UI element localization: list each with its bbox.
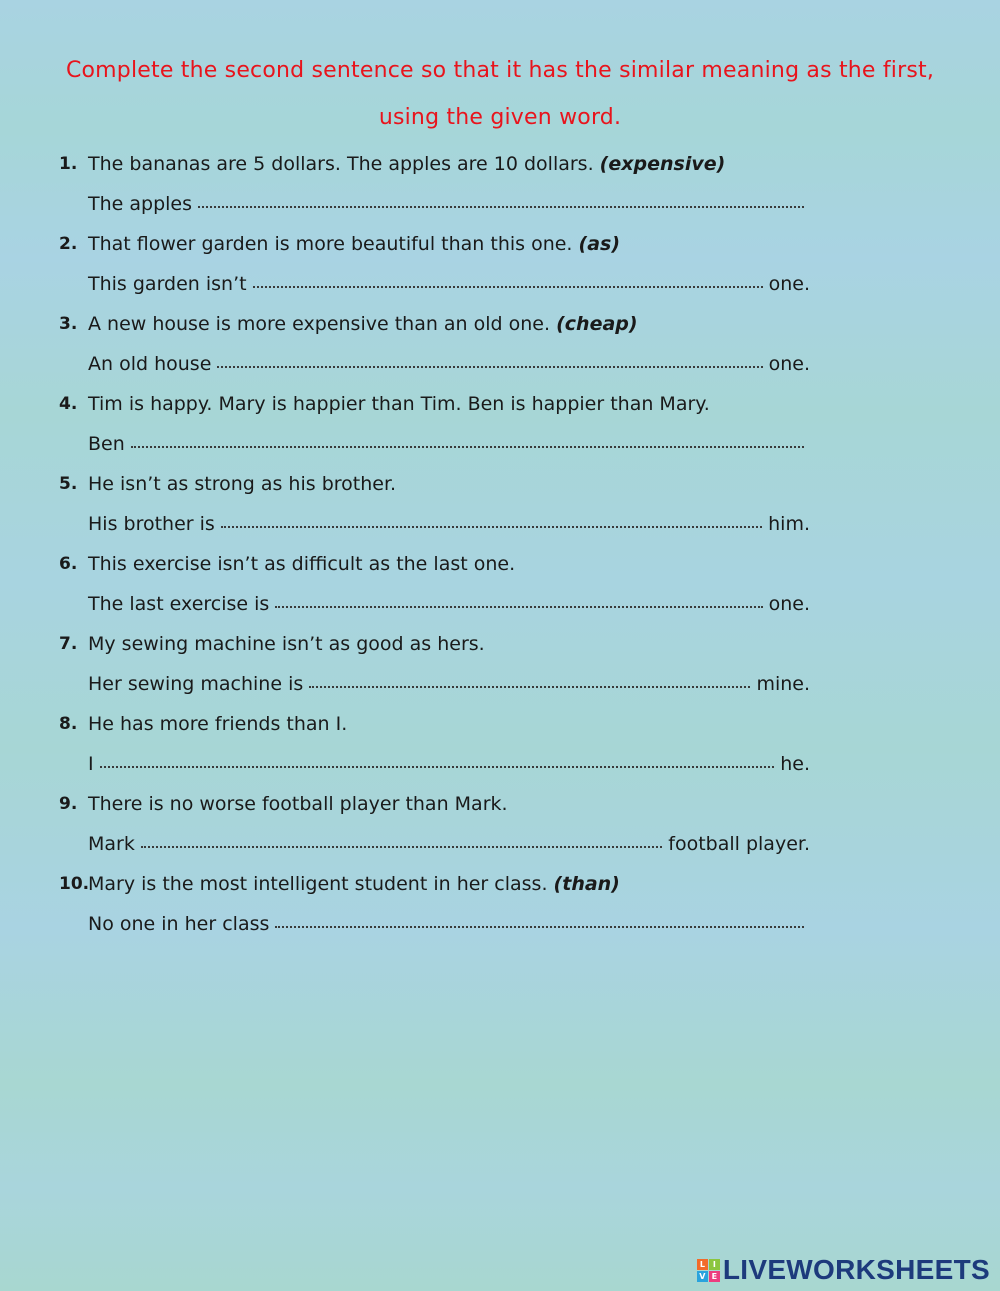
sentence-text: A new house is more expensive than an old one.: [88, 313, 551, 335]
logo-letter-i: I: [709, 1259, 720, 1270]
question-number: 6.: [59, 554, 78, 574]
original-sentence: [88, 552, 515, 576]
rewrite-start: His brother is: [88, 513, 215, 535]
original-sentence: [88, 232, 620, 256]
rewrite-start: An old house: [88, 353, 212, 375]
question-number: 3.: [59, 314, 78, 334]
sentence-text: That flower garden is more beautiful than this one.: [88, 233, 573, 255]
liveworksheets-logo: [697, 1254, 990, 1286]
rewrite-line: [88, 672, 810, 696]
answer-blank[interactable]: [141, 836, 662, 848]
question-number: 1.: [59, 154, 78, 174]
rewrite-start: The last exercise is: [88, 593, 270, 615]
rewrite-start: Her sewing machine is: [88, 673, 304, 695]
original-sentence: [88, 152, 725, 176]
question-number: 7.: [59, 634, 78, 654]
given-word-hint: (than): [553, 873, 620, 895]
sentence-text: He has more friends than I.: [88, 713, 348, 735]
rewrite-line: [88, 592, 810, 616]
answer-blank[interactable]: [217, 356, 762, 368]
answer-blank[interactable]: [309, 676, 750, 688]
sentence-text: Mary is the most intelligent student in her class.: [88, 873, 548, 895]
rewrite-line: [88, 912, 810, 936]
instruction-line-2: using the given word.: [378, 105, 622, 130]
question-number: 10.: [59, 874, 90, 894]
rewrite-line: [88, 272, 810, 296]
rewrite-end: him.: [768, 513, 810, 535]
rewrite-start: The apples: [88, 193, 193, 215]
question-number: 5.: [59, 474, 78, 494]
rewrite-start: I: [88, 753, 94, 775]
rewrite-end: one.: [768, 593, 810, 615]
rewrite-line: [88, 832, 810, 856]
rewrite-start: This garden isn’t: [88, 273, 247, 295]
sentence-text: This exercise isn’t as difficult as the last one.: [88, 553, 516, 575]
rewrite-line: [88, 512, 810, 536]
rewrite-start: Mark: [88, 833, 135, 855]
instruction-line-1: Complete the second sentence so that it has the similar meaning as the first,: [65, 58, 935, 83]
answer-blank[interactable]: [275, 596, 762, 608]
answer-blank[interactable]: [221, 516, 762, 528]
logo-letter-e: E: [709, 1271, 720, 1282]
original-sentence: [88, 792, 508, 816]
original-sentence: [88, 712, 347, 736]
original-sentence: [88, 632, 485, 656]
original-sentence: [88, 872, 620, 896]
rewrite-line: [88, 192, 810, 216]
original-sentence: [88, 472, 396, 496]
question-number: 2.: [59, 234, 78, 254]
given-word-hint: (as): [578, 233, 621, 255]
question-number: 8.: [59, 714, 78, 734]
rewrite-end: one.: [768, 353, 810, 375]
answer-blank[interactable]: [275, 916, 804, 928]
logo-letter-v: V: [697, 1271, 708, 1282]
sentence-text: My sewing machine isn’t as good as hers.: [88, 633, 485, 655]
given-word-hint: (expensive): [599, 153, 726, 175]
rewrite-end: mine.: [756, 673, 810, 695]
rewrite-start: Ben: [88, 433, 125, 455]
question-number: 9.: [59, 794, 78, 814]
answer-blank[interactable]: [253, 276, 763, 288]
sentence-text: There is no worse football player than Mark.: [88, 793, 508, 815]
rewrite-line: [88, 432, 810, 456]
sentence-text: Tim is happy. Mary is happier than Tim. Ben is happier than Mary.: [88, 393, 710, 415]
sentence-text: He isn’t as strong as his brother.: [88, 473, 397, 495]
rewrite-line: [88, 752, 810, 776]
sentence-text: The bananas are 5 dollars. The apples are 10 dollars.: [88, 153, 594, 175]
answer-blank[interactable]: [131, 436, 804, 448]
original-sentence: [88, 392, 710, 416]
rewrite-start: No one in her class: [88, 913, 270, 935]
rewrite-end: football player.: [668, 833, 810, 855]
rewrite-line: [88, 352, 810, 376]
given-word-hint: (cheap): [556, 313, 638, 335]
logo-text: LIVEWORKSHEETS: [722, 1254, 990, 1285]
question-number: 4.: [59, 394, 78, 414]
answer-blank[interactable]: [198, 196, 804, 208]
original-sentence: [88, 312, 638, 336]
live-icon: [697, 1259, 720, 1282]
rewrite-end: one.: [768, 273, 810, 295]
logo-letter-l: L: [697, 1259, 708, 1270]
rewrite-end: he.: [780, 753, 810, 775]
answer-blank[interactable]: [100, 756, 775, 768]
